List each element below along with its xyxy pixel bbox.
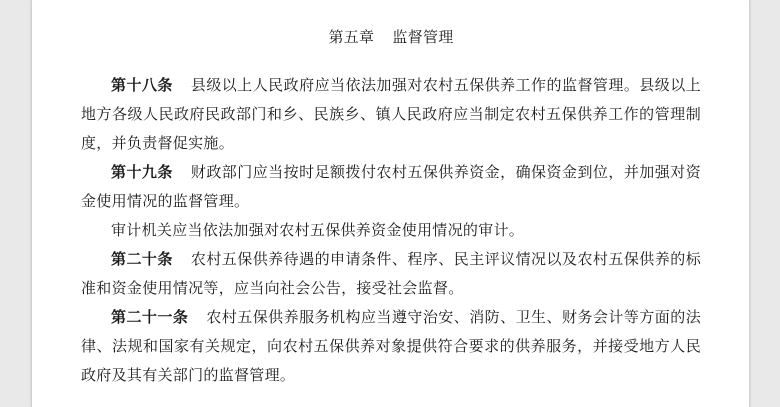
article-20	[81, 245, 701, 303]
article-text: 农村五保供养待遇的申请条件、程序、民主评议情况以及农村五保供养的标准和资金使用情况等，应当向社会公告，接受社会监督。	[81, 250, 701, 297]
article-19	[81, 158, 701, 216]
article-label: 第十八条	[111, 76, 173, 94]
chapter-title: 监督管理	[392, 28, 454, 46]
chapter-number: 第五章	[328, 28, 375, 46]
article-label: 第二十一条	[111, 308, 189, 326]
article-19-continuation	[81, 216, 701, 245]
article-label: 第二十条	[111, 250, 173, 268]
chapter-heading	[81, 25, 701, 49]
document-page	[31, 0, 750, 407]
article-label: 第十九条	[111, 163, 173, 181]
article-text: 县级以上人民政府应当依法加强对农村五保供养工作的监督管理。县级以上地方各级人民政府民政部门和乡、民族乡、镇人民政府应当制定农村五保供养工作的管理制度，并负责督促实施。	[81, 76, 701, 152]
article-text: 财政部门应当按时足额拨付农村五保供养资金，确保资金到位，并加强对资金使用情况的监督管理。	[81, 163, 701, 210]
article-18	[81, 71, 701, 158]
article-21	[81, 303, 701, 390]
article-text: 农村五保供养服务机构应当遵守治安、消防、卫生、财务会计等方面的法律、法规和国家有关规定，向农村五保供养对象提供符合要求的供养服务，并接受地方人民政府及其有关部门的监督管理。	[81, 308, 701, 384]
document-content	[81, 16, 701, 390]
article-text: 审计机关应当依法加强对农村五保供养资金使用情况的审计。	[111, 221, 525, 239]
